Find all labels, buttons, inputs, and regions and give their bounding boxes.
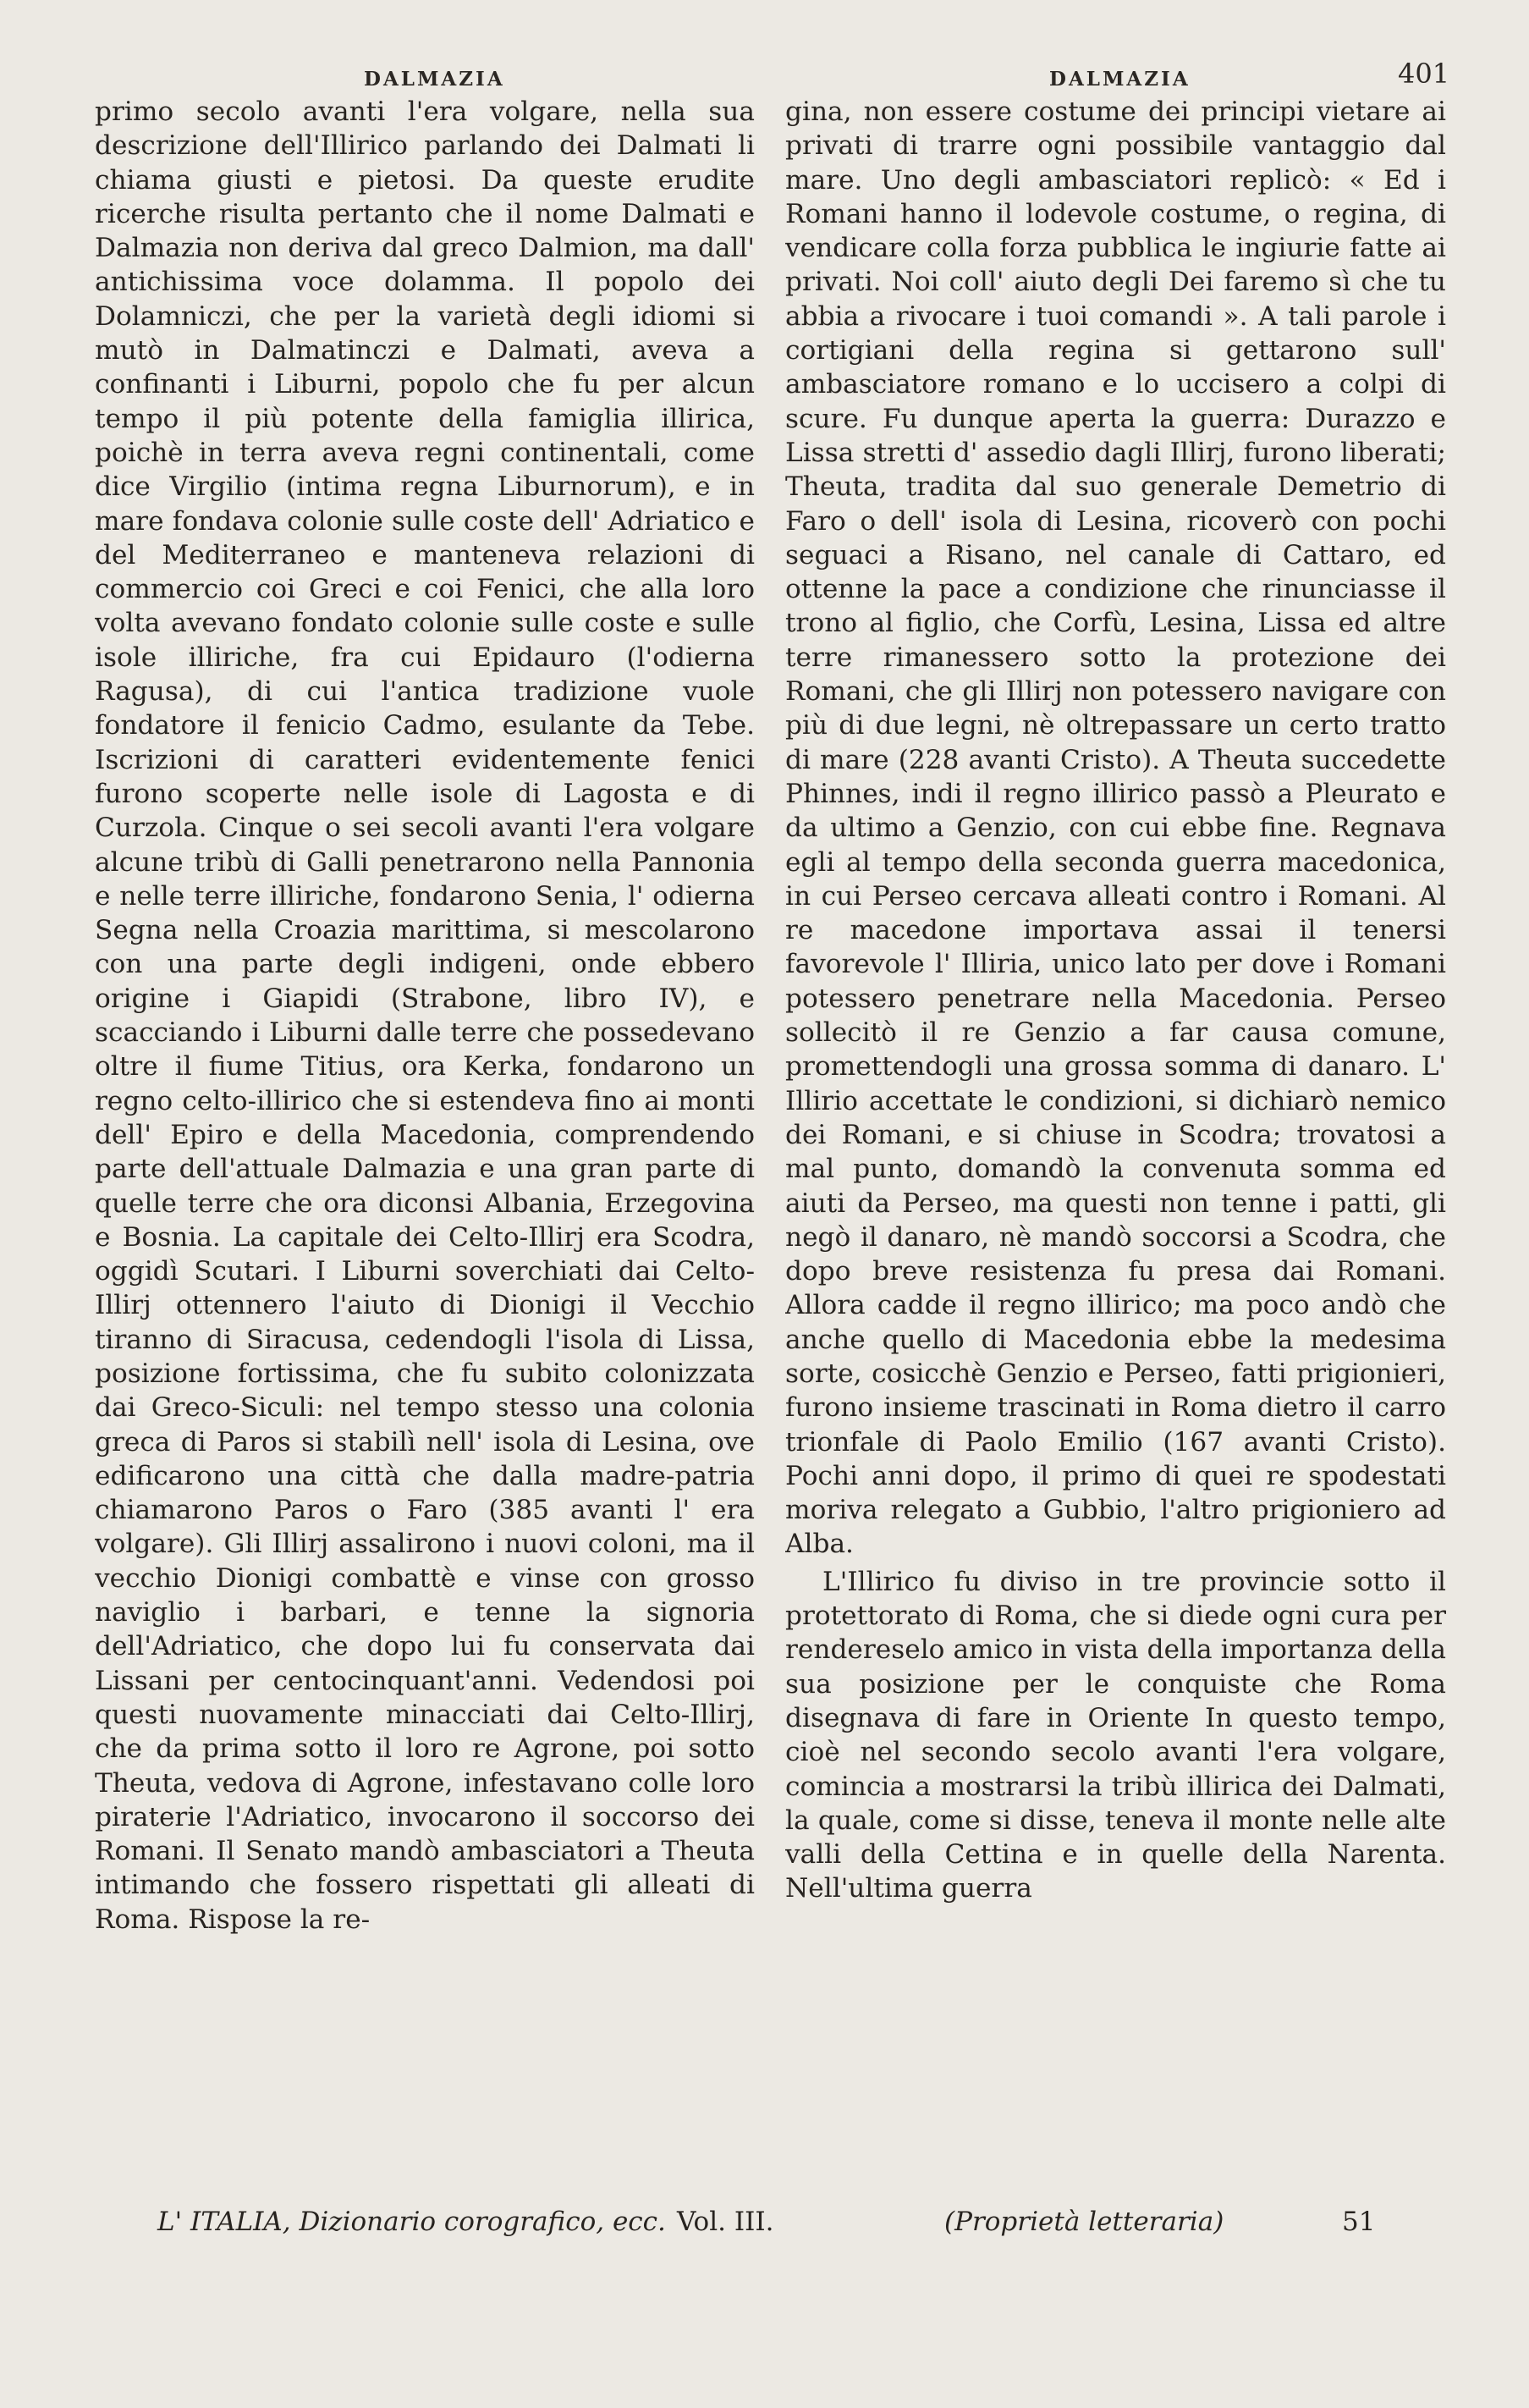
footer-rights: (Proprietà letteraria): [944, 2207, 1224, 2237]
text-column-left: [95, 95, 755, 2177]
paragraph: gina, non essere costume dei principi vietare ai privati di trarre ogni possibile vantaggio dal mare. Uno degli ambasciatori replicò: « Ed i Romani hanno il lodevole costume, o regina, di vendicare colla forza pubblica le ingiurie fatte ai privati. Noi coll' aiuto degli Dei faremo sì che tu abbia a rivocare i tuoi comandi ». A tali parole i cortigiani della regina si gettarono sull' ambasciatore romano e lo uccisero a colpi di scure. Fu dunque aperta la guerra: Durazzo e Lissa stretti d' assedio dagli Illirj, furono liberati; Theuta, tradita dal suo generale Demetrio di Faro o dell' isola di Lesina, ricoverò con pochi seguaci a Risano, nel canale di Cattaro, ed ottenne la pace a condizione che rinunciasse il trono al figlio, che Corfù, Lesina, Lissa ed altre terre rimanessero sotto la protezione dei Romani, che gli Illirj non potessero navigare con più di due legni, nè oltrepassare un certo tratto di mare (228 avanti Cristo). A Theuta succedette Phinnes, indi il regno illirico passò a Pleurato e da ultimo a Genzio, con cui ebbe fine. Regnava egli al tempo della seconda guerra macedonica, in cui Perseo cercava alleati contro i Romani. Al re macedone importava assai il tenersi favorevole l' Illiria, unico lato per dove i Romani potessero penetrare nella Macedonia. Perseo sollecitò il re Genzio a far causa comune, promettendogli una grossa somma di danaro. L' Illirio accettate le condizioni, si dichiarò nemico dei Romani, e si chiuse in Scodra; trovatosi a mal punto, domandò la convenuta somma ed aiuti da Perseo, ma questi non tenne i patti, gli negò il danaro, nè mandò soccorsi a Scodra, che dopo breve resistenza fu presa dai Romani. Allora cadde il regno illirico; ma poco andò che anche quello di Macedonia ebbe la medesima sorte, cosicchè Genzio e Perseo, fatti prigionieri, furono insieme trascinati in Roma dietro il carro trionfale di Paolo Emilio (167 avanti Cristo). Pochi anni dopo, il primo di quei re spodestati moriva relegato a Gubbio, l'altro prigioniero ad Alba.: [785, 96, 1446, 1560]
page-number: 401: [1398, 58, 1450, 90]
running-title-left: DALMAZIA: [364, 68, 505, 91]
text-column-right: [785, 95, 1446, 2177]
footer-publication: L' ITALIA, Dizionario corografico, ecc.: [157, 2207, 666, 2237]
footer-signature: 51: [1342, 2207, 1376, 2237]
paragraph: L'Illirico fu diviso in tre provincie sotto il protettorato di Roma, che si diede ogni cura per rendereselo amico in vista della importanza della sua posizione per le conquiste che Roma disegnava di fare in Oriente In questo tempo, cioè nel secondo secolo avanti l'era volgare, comincia a mostrarsi la tribù illirica dei Dalmati, la quale, come si disse, teneva il monte nelle alte valli della Cettina e in quelle della Narenta. Nell'ultima guerra: [785, 1566, 1446, 1904]
footer-volume: Vol. III.: [677, 2207, 774, 2237]
paragraph: primo secolo avanti l'era volgare, nella sua descrizione dell'Illirico parlando dei Dalmati li chiama giusti e pietosi. Da queste erudite ricerche risulta pertanto che il nome Dalmati e Dalmazia non deriva dal greco Dalmion, ma dall' antichissima voce dolamma. Il popolo dei Dolamniczi, che per la varietà degli idiomi si mutò in Dalmatinczi e Dalmati, aveva a confinanti i Liburni, popolo che fu per alcun tempo il più potente della famiglia illirica, poichè in terra aveva regni continentali, come dice Virgilio (intima regna Liburnorum), e in mare fondava colonie sulle coste dell' Adriatico e del Mediterraneo e manteneva relazioni di commercio coi Greci e coi Fenici, che alla loro volta avevano fondato colonie sulle coste e sulle isole illiriche, fra cui Epidauro (l'odierna Ragusa), di cui l'antica tradizione vuole fondatore il fenicio Cadmo, esulante da Tebe. Iscrizioni di caratteri evidentemente fenici furono scoperte nelle isole di Lagosta e di Curzola. Cinque o sei secoli avanti l'era volgare alcune tribù di Galli penetrarono nella Pannonia e nelle terre illiriche, fondarono Senia, l' odierna Segna nella Croazia marittima, si mescolarono con una parte degli indigeni, onde ebbero origine i Giapidi (Strabone, libro IV), e scacciando i Liburni dalle terre che possedevano oltre il fiume Titius, ora Kerka, fondarono un regno celto-illirico che si estendeva fino ai monti dell' Epiro e della Macedonia, comprendendo parte dell'attuale Dalmazia e una gran parte di quelle terre che ora diconsi Albania, Erzegovina e Bosnia. La capitale dei Celto-Illirj era Scodra, oggidì Scutari. I Liburni soverchiati dai Celto-Illirj ottennero l'aiuto di Dionigi il Vecchio tiranno di Siracusa, cedendogli l'isola di Lissa, posizione fortissima, che fu subito colonizzata dai Greco-Siculi: nel tempo stesso una colonia greca di Paros si stabilì nell' isola di Lesina, ove edificarono una città che dalla madre-patria chiamarono Paros o Faro (385 avanti l' era volgare). Gli Illirj assalirono i nuovi coloni, ma il vecchio Dionigi combattè e vinse con grosso naviglio i barbari, e tenne la signoria dell'Adriatico, che dopo lui fu conservata dai Lissani per centocinquant'anni. Vedendosi poi questi nuovamente minacciati dai Celto-Illirj, che da prima sotto il loro re Agrone, poi sotto Theuta, vedova di Agrone, infestavano colle loro piraterie l'Adriatico, invocarono il soccorso dei Romani. Il Senato mandò ambasciatori a Theuta intimando che fossero rispettati gli alleati di Roma. Rispose la re-: [95, 96, 755, 1935]
running-title-right: DALMAZIA: [1049, 68, 1191, 91]
